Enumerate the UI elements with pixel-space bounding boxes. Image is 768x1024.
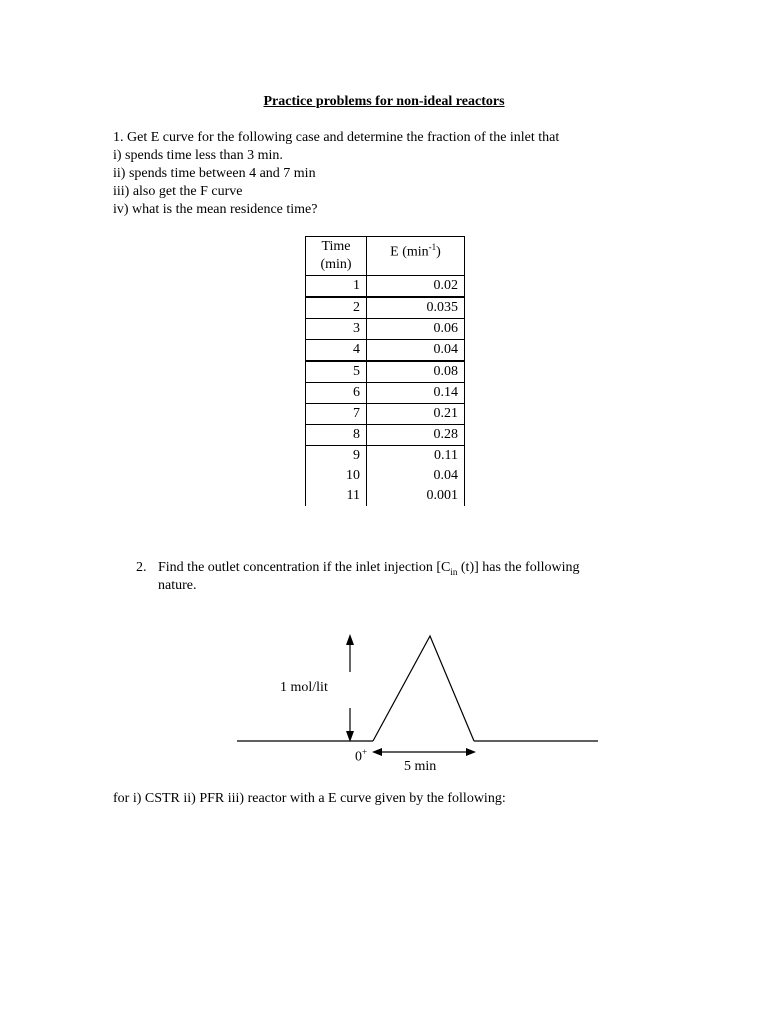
e-value-cell: 0.001 — [367, 486, 465, 506]
e-value-cell: 0.14 — [367, 383, 465, 404]
q1-part-i: i) spends time less than 3 min. — [113, 148, 283, 163]
time-cell: 1 — [306, 276, 367, 298]
time-cell: 7 — [306, 404, 367, 425]
q1-part-ii: ii) spends time between 4 and 7 min — [113, 166, 316, 181]
time-cell: 2 — [306, 297, 367, 319]
q1-part-iii: iii) also get the F curve — [113, 184, 243, 199]
q1-part-iv: iv) what is the mean residence time? — [113, 202, 318, 217]
time-cell: 11 — [306, 486, 367, 506]
time-cell: 3 — [306, 319, 367, 340]
e-column-header: E $(\min^{-1})$ — [367, 237, 465, 276]
time-cell: 5 — [306, 361, 367, 383]
e-value-cell: 0.035 — [367, 297, 465, 319]
time-cell: 8 — [306, 425, 367, 446]
page-title: Practice problems for non-ideal reactors — [263, 94, 505, 109]
arrow-head-up-icon — [346, 634, 354, 645]
e-value-cell: 0.04 — [367, 340, 465, 362]
height-label: 1 mol/lit — [280, 680, 328, 695]
e-value-cell: 0.28 — [367, 425, 465, 446]
time-cell: 10 — [306, 466, 367, 486]
time-cell: 6 — [306, 383, 367, 404]
q2-cases: for i) CSTR ii) PFR iii) reactor with a E curve given by the following: — [113, 791, 506, 806]
triangle-pulse — [373, 636, 474, 741]
e-value-cell: 0.02 — [367, 276, 465, 298]
arrow-head-right-icon — [466, 748, 476, 756]
arrow-head-down-icon — [346, 731, 354, 742]
e-value-cell: 0.04 — [367, 466, 465, 486]
time-column-header: Time (min) — [306, 237, 367, 276]
e-value-cell: 0.06 — [367, 319, 465, 340]
origin-label: 0+ — [355, 747, 368, 765]
time-cell: 4 — [306, 340, 367, 362]
q1-statement: 1. Get E curve for the following case and determine the fraction of the inlet that — [113, 130, 560, 145]
e-value-cell: 0.11 — [367, 446, 465, 467]
arrow-head-left-icon — [372, 748, 382, 756]
width-label: 5 min — [404, 759, 437, 774]
e-value-cell: 0.21 — [367, 404, 465, 425]
e-value-cell: 0.08 — [367, 361, 465, 383]
time-cell: 9 — [306, 446, 367, 467]
